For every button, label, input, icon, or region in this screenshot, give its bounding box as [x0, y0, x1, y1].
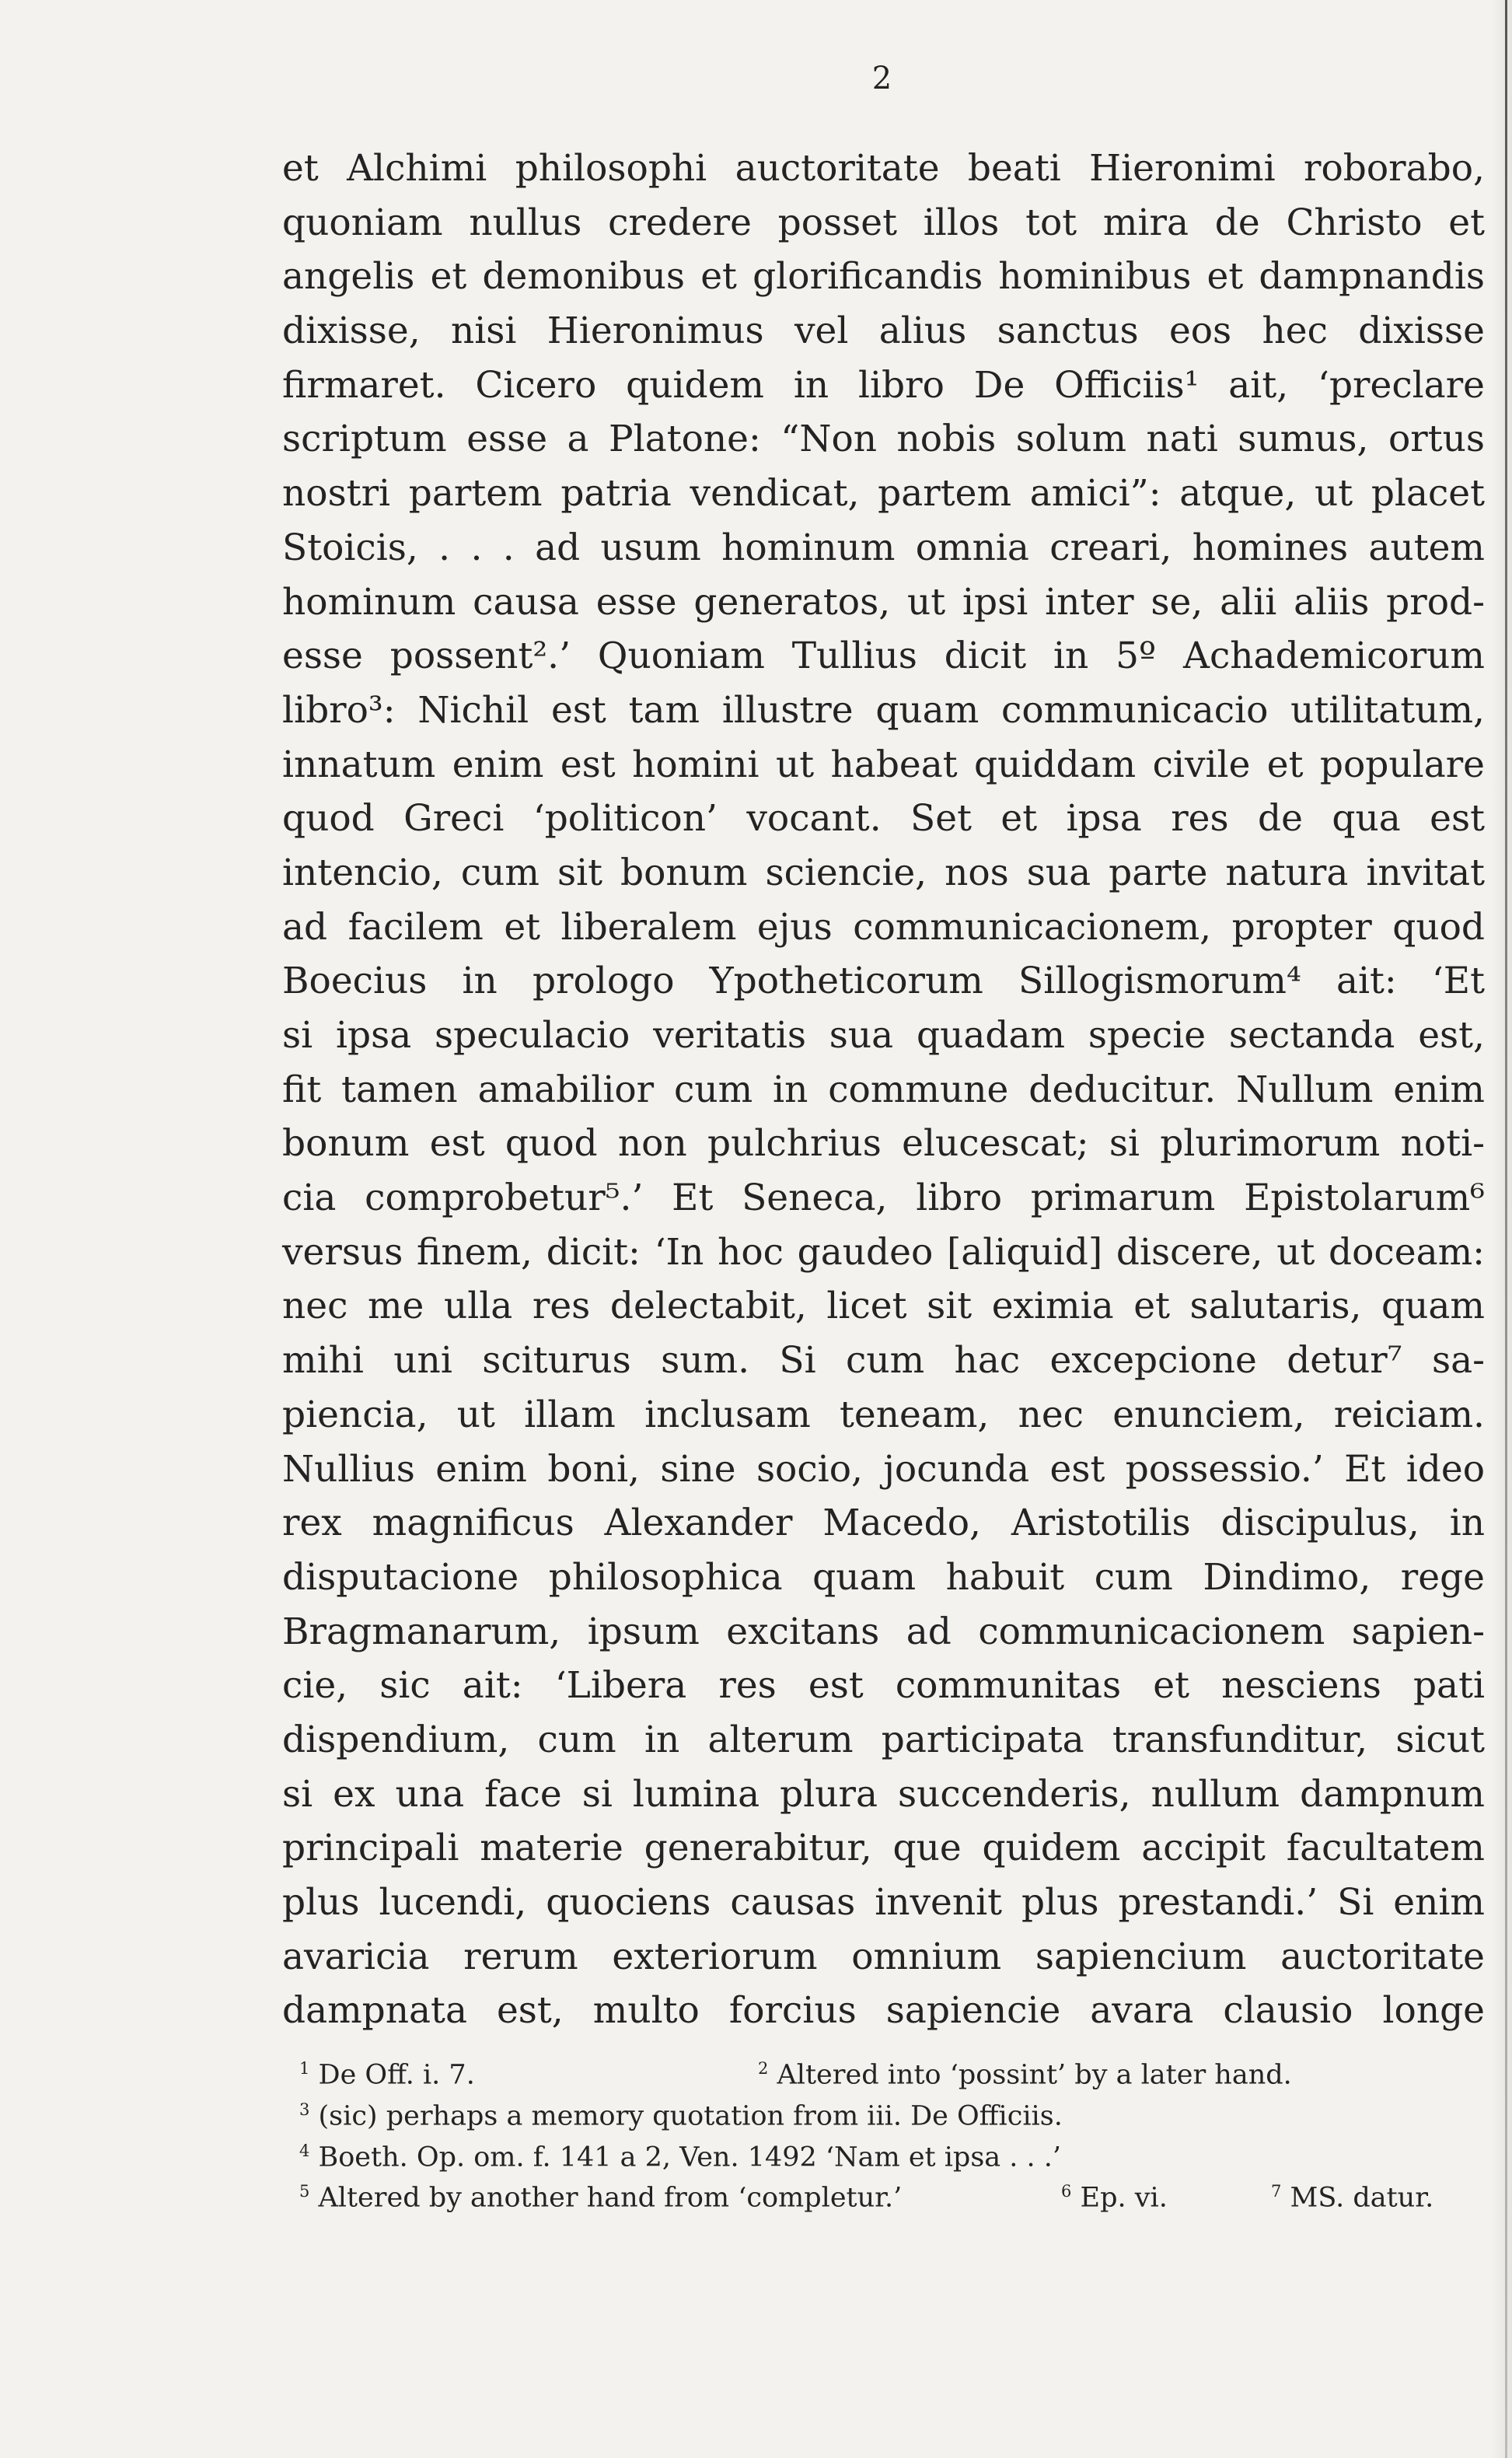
text-line: libro³: Nichil est tam illustre quam communicacio utilitatum, [282, 688, 1485, 732]
text-line: firmaret. Cicero quidem in libro De Officiis¹ ait, ‘preclare [282, 363, 1485, 407]
footnote-7 [1271, 2171, 1433, 2218]
text-line: cie, sic ait: ‘Libera res est communitas et nesciens pati [282, 1664, 1485, 1708]
text-line: quod Greci ‘politicon’ vocant. Set et ipsa res de qua est [282, 797, 1485, 841]
text-line: esse possent².’ Quoniam Tullius dicit in 5º Achademicorum [282, 635, 1485, 678]
page-edge [1505, 0, 1507, 2458]
footnote-text: (sic) perhaps a memory quotation from iii. De Officiis. [318, 2100, 1063, 2132]
footnote-number: 4 [299, 2141, 310, 2160]
text-line: disputacione philosophica quam habuit cum Dindimo, rege [282, 1555, 1485, 1599]
text-line: intencio, cum sit bonum sciencie, nos sua parte natura invitat [282, 851, 1485, 894]
text-line: bonum est quod non pulchrius elucescat; si plurimorum noti- [282, 1122, 1485, 1166]
text-line: Boecius in prologo Ypotheticorum Sillogismorum⁴ ait: ‘Et [282, 960, 1485, 1003]
footnote-row [299, 2048, 1485, 2089]
text-line: et Alchimi philosophi auctoritate beati Hieronimi roborabo, [282, 147, 1485, 190]
text-line: plus lucendi, quociens causas invenit plus prestandi.’ Si enim [282, 1881, 1485, 1924]
text-line: principali materie generabitur, que quidem accipit facultatem [282, 1827, 1485, 1870]
footnote-row [299, 2089, 1485, 2131]
text-line: Nullius enim boni, sine socio, jocunda est possessio.’ Et ideo [282, 1447, 1485, 1491]
footnote-number: 1 [299, 2059, 310, 2078]
text-line: angelis et demonibus et glorificandis hominibus et dampnandis [282, 255, 1485, 299]
text-line: hominum causa esse generatos, ut ipsi inter se, alii aliis prod- [282, 580, 1485, 624]
text-line: si ipsa speculacio veritatis sua quadam specie sectanda est, [282, 1014, 1485, 1057]
text-line: nec me ulla res delectabit, licet sit eximia et salutaris, quam [282, 1285, 1485, 1328]
text-line: dixisse, nisi Hieronimus vel alius sanctus eos hec dixisse [282, 309, 1485, 353]
body-text [282, 142, 1485, 2038]
footnote-text: Altered by another hand from ‘completur.’ [318, 2183, 903, 2215]
footnote-text: Ep. vi. [1080, 2183, 1168, 2215]
text-line: ad facilem et liberalem ejus communicacionem, propter quod [282, 905, 1485, 949]
footnote-row [299, 2131, 1485, 2172]
text-line: innatum enim est homini ut habeat quiddam civile et populare [282, 743, 1485, 786]
footnote-5 [299, 2171, 902, 2218]
footnote-row [299, 2171, 1485, 2215]
text-line: scriptum esse a Platone: “Non nobis solum nati sumus, ortus [282, 418, 1485, 461]
text-line: quoniam nullus credere posset illos tot mira de Christo et [282, 201, 1485, 244]
footnote-number: 2 [758, 2059, 769, 2078]
text-line: dampnata est, multo forcius sapiencie avara clausio longe [282, 1989, 1485, 2033]
text-line: versus finem, dicit: ‘In hoc gaudeo [aliquid] discere, ut doceam: [282, 1230, 1485, 1274]
footnote-text: De Off. i. 7. [318, 2059, 475, 2091]
footnote-number: 3 [299, 2100, 310, 2119]
text-line: rex magnificus Alexander Macedo, Aristotilis discipulus, in [282, 1502, 1485, 1545]
text-line: fit tamen amabilior cum in commune deducitur. Nullum enim [282, 1068, 1485, 1111]
footnote-text: Boeth. Op. om. f. 141 a 2, Ven. 1492 ‘Nam et ipsa . . .’ [318, 2142, 1062, 2173]
footnote-text: MS. datur. [1290, 2183, 1434, 2215]
text-line: si ex una face si lumina plura succenderis, nullum dampnum [282, 1772, 1485, 1816]
page-edge-shadow [1490, 0, 1512, 2458]
footnote-number: 6 [1061, 2182, 1072, 2201]
text-line: piencia, ut illam inclusam teneam, nec enunciem, reiciam. [282, 1393, 1485, 1436]
page-number: 2 [871, 61, 893, 96]
text-line: avaricia rerum exteriorum omnium sapiencium auctoritate [282, 1935, 1485, 1978]
footnote-6 [1061, 2171, 1168, 2218]
footnotes [299, 2048, 1485, 2215]
footnote-number: 5 [299, 2182, 310, 2201]
footnote-number: 7 [1271, 2182, 1282, 2201]
text-line: nostri partem patria vendicat, partem amici”: atque, ut placet [282, 472, 1485, 516]
footnote-text: Altered into ‘possint’ by a later hand. [777, 2059, 1292, 2091]
text-line: mihi uni sciturus sum. Si cum hac excepcione detur⁷ sa- [282, 1339, 1485, 1383]
text-line: Bragmanarum, ipsum excitans ad communicacionem sapien- [282, 1610, 1485, 1653]
text-line: dispendium, cum in alterum participata transfunditur, sicut [282, 1718, 1485, 1761]
text-line: Stoicis, . . . ad usum hominum omnia creari, homines autem [282, 526, 1485, 569]
text-line: cia comprobetur⁵.’ Et Seneca, libro primarum Epistolarum⁶ [282, 1177, 1485, 1220]
